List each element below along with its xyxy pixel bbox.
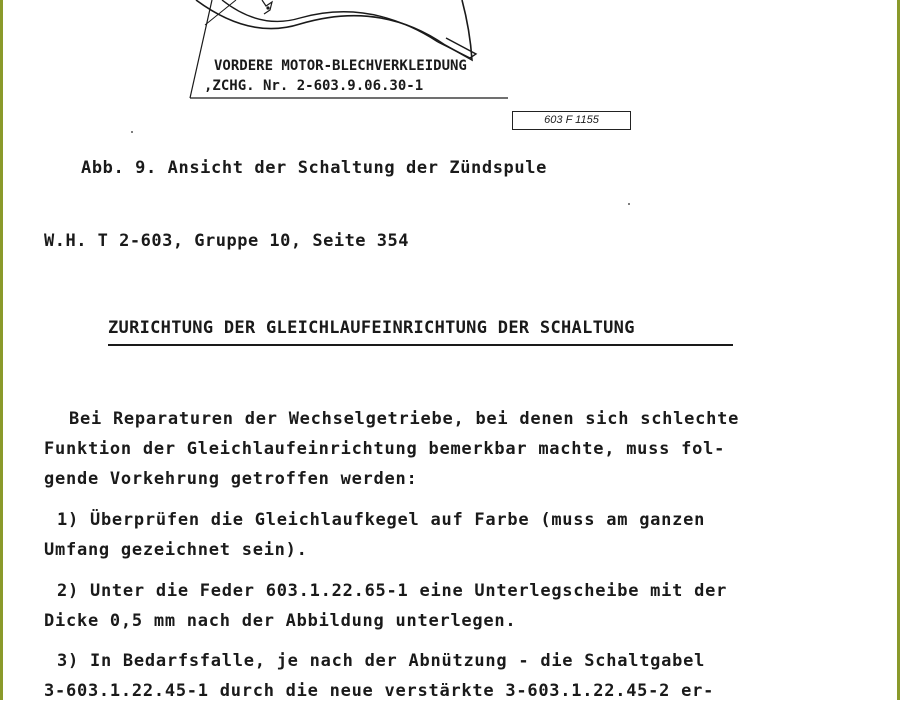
paragraph-line: Funktion der Gleichlaufeinrichtung bemerkbar machte, muss fol- <box>44 439 726 459</box>
list-item-1-line: Umfang gezeichnet sein). <box>44 540 308 560</box>
list-item-3-line: 3-603.1.22.45-1 durch die neue verstärkte 3-603.1.22.45-2 er- <box>44 681 715 701</box>
figure-label-line2: ,ZCHG. Nr. 2-603.9.06.30-1 <box>204 78 424 94</box>
list-item-1-line: 1) Überprüfen die Gleichlaufkegel auf Farbe (muss am ganzen <box>57 510 706 530</box>
technical-drawing <box>0 0 900 110</box>
list-item-2-line: 2) Unter die Feder 603.1.22.65-1 eine Unterlegscheibe mit der <box>57 581 728 601</box>
figure-reference-code: 603 F 1155 <box>512 111 631 130</box>
figure-label-line1: VORDERE MOTOR-BLECHVERKLEIDUNG <box>214 58 467 74</box>
paragraph-line: gende Vorkehrung getroffen werden: <box>44 469 418 489</box>
drawing-lines <box>0 0 900 110</box>
figure-caption: Abb. 9. Ansicht der Schaltung der Zündspule <box>81 158 547 178</box>
scan-speck <box>628 203 630 205</box>
paragraph-line: Bei Reparaturen der Wechselgetriebe, bei denen sich schlechte <box>69 409 740 429</box>
document-reference: W.H. T 2-603, Gruppe 10, Seite 354 <box>44 231 409 251</box>
section-heading: ZURICHTUNG DER GLEICHLAUFEINRICHTUNG DER SCHALTUNG <box>108 318 733 346</box>
scan-speck <box>131 131 133 133</box>
list-item-2-line: Dicke 0,5 mm nach der Abbildung unterlegen. <box>44 611 517 631</box>
list-item-3-line: 3) In Bedarfsfalle, je nach der Abnützung - die Schaltgabel <box>57 651 706 671</box>
